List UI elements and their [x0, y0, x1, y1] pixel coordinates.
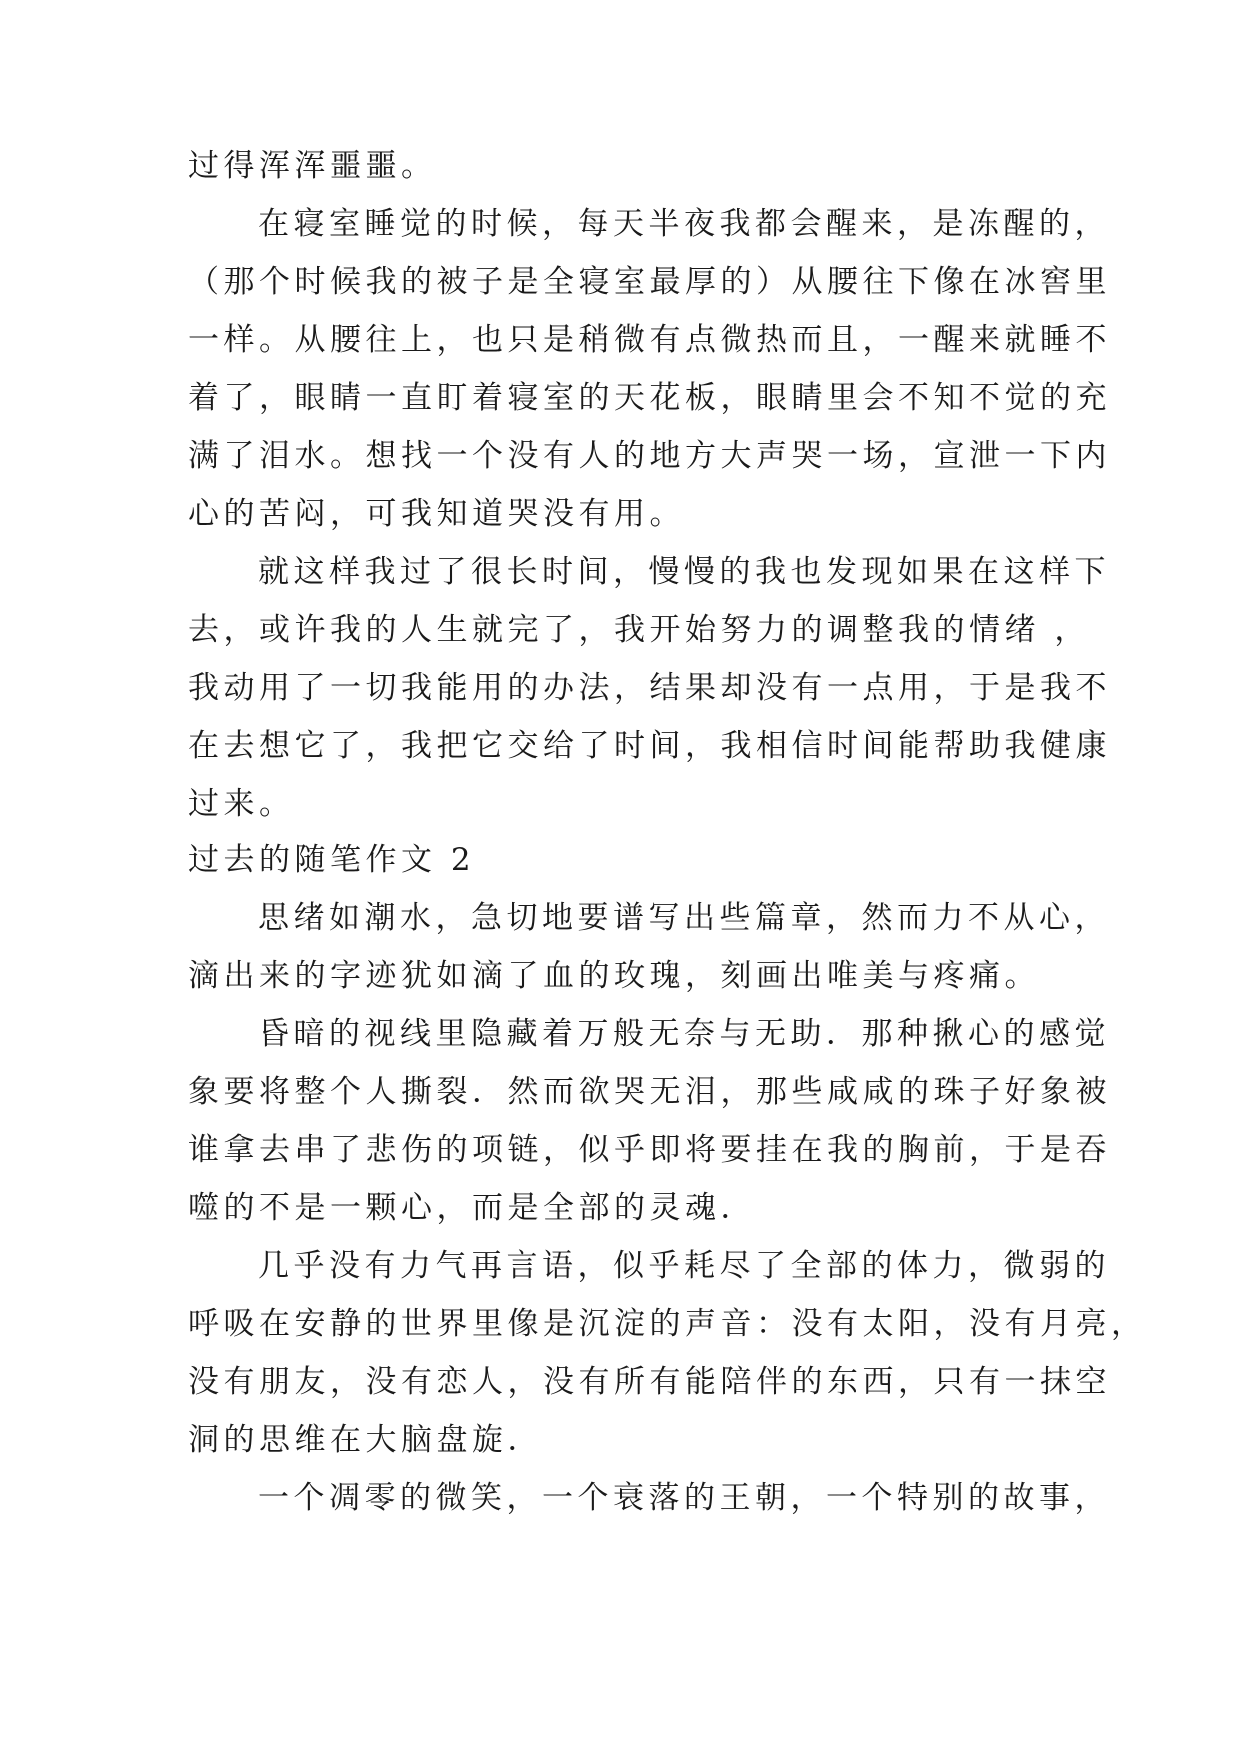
text-line: 过得浑浑噩噩。: [188, 148, 437, 184]
text-line: 我动用了一切我能用的办法，结果却没有一点用，于是我不: [188, 670, 1111, 706]
text-line: 一样。从腰往上，也只是稍微有点微热而且，一醒来就睡不: [188, 322, 1111, 358]
text-line: 心的苦闷，可我知道哭没有用。: [188, 496, 685, 532]
paragraph-first-line: 思绪如潮水，急切地要谱写出些篇章，然而力不从心，: [258, 900, 1110, 936]
text-line: 滴出来的字迹犹如滴了血的玫瑰，刻画出唯美与疼痛。: [188, 958, 1040, 994]
text-line: 呼吸在安静的世界里像是沉淀的声音：没有太阳，没有月亮，: [188, 1306, 1147, 1342]
paragraph-first-line: 一个凋零的微笑，一个衰落的王朝，一个特别的故事，: [258, 1480, 1110, 1516]
paragraph-first-line: 就这样我过了很长时间，慢慢的我也发现如果在这样下: [258, 554, 1110, 590]
paragraph-first-line: 在寝室睡觉的时候，每天半夜我都会醒来，是冻醒的，: [258, 206, 1110, 242]
text-line: 噬的不是一颗心，而是全部的灵魂．: [188, 1190, 756, 1226]
text-line: 着了，眼睛一直盯着寝室的天花板，眼睛里会不知不觉的充: [188, 380, 1111, 416]
text-line: 象要将整个人撕裂．然而欲哭无泪，那些咸咸的珠子好象被: [188, 1074, 1111, 1110]
text-line: 过来。: [188, 786, 295, 822]
text-line: （那个时候我的被子是全寝室最厚的）从腰往下像在冰窖里: [188, 264, 1111, 300]
paragraph-first-line: 昏暗的视线里隐藏着万般无奈与无助．那种揪心的感觉: [258, 1016, 1110, 1052]
text-line: 谁拿去串了悲伤的项链，似乎即将要挂在我的胸前，于是吞: [188, 1132, 1111, 1168]
text-line: 满了泪水。想找一个没有人的地方大声哭一场，宣泄一下内: [188, 438, 1111, 474]
text-line: 没有朋友，没有恋人，没有所有能陪伴的东西，只有一抹空: [188, 1364, 1111, 1400]
section-title: 过去的随笔作文 2: [188, 842, 476, 878]
text-line: 洞的思维在大脑盘旋．: [188, 1422, 543, 1458]
text-line: 去，或许我的人生就完了，我开始努力的调整我的情绪 ，: [188, 612, 1090, 648]
paragraph-first-line: 几乎没有力气再言语，似乎耗尽了全部的体力，微弱的: [258, 1248, 1110, 1284]
text-line: 在去想它了，我把它交给了时间，我相信时间能帮助我健康: [188, 728, 1111, 764]
